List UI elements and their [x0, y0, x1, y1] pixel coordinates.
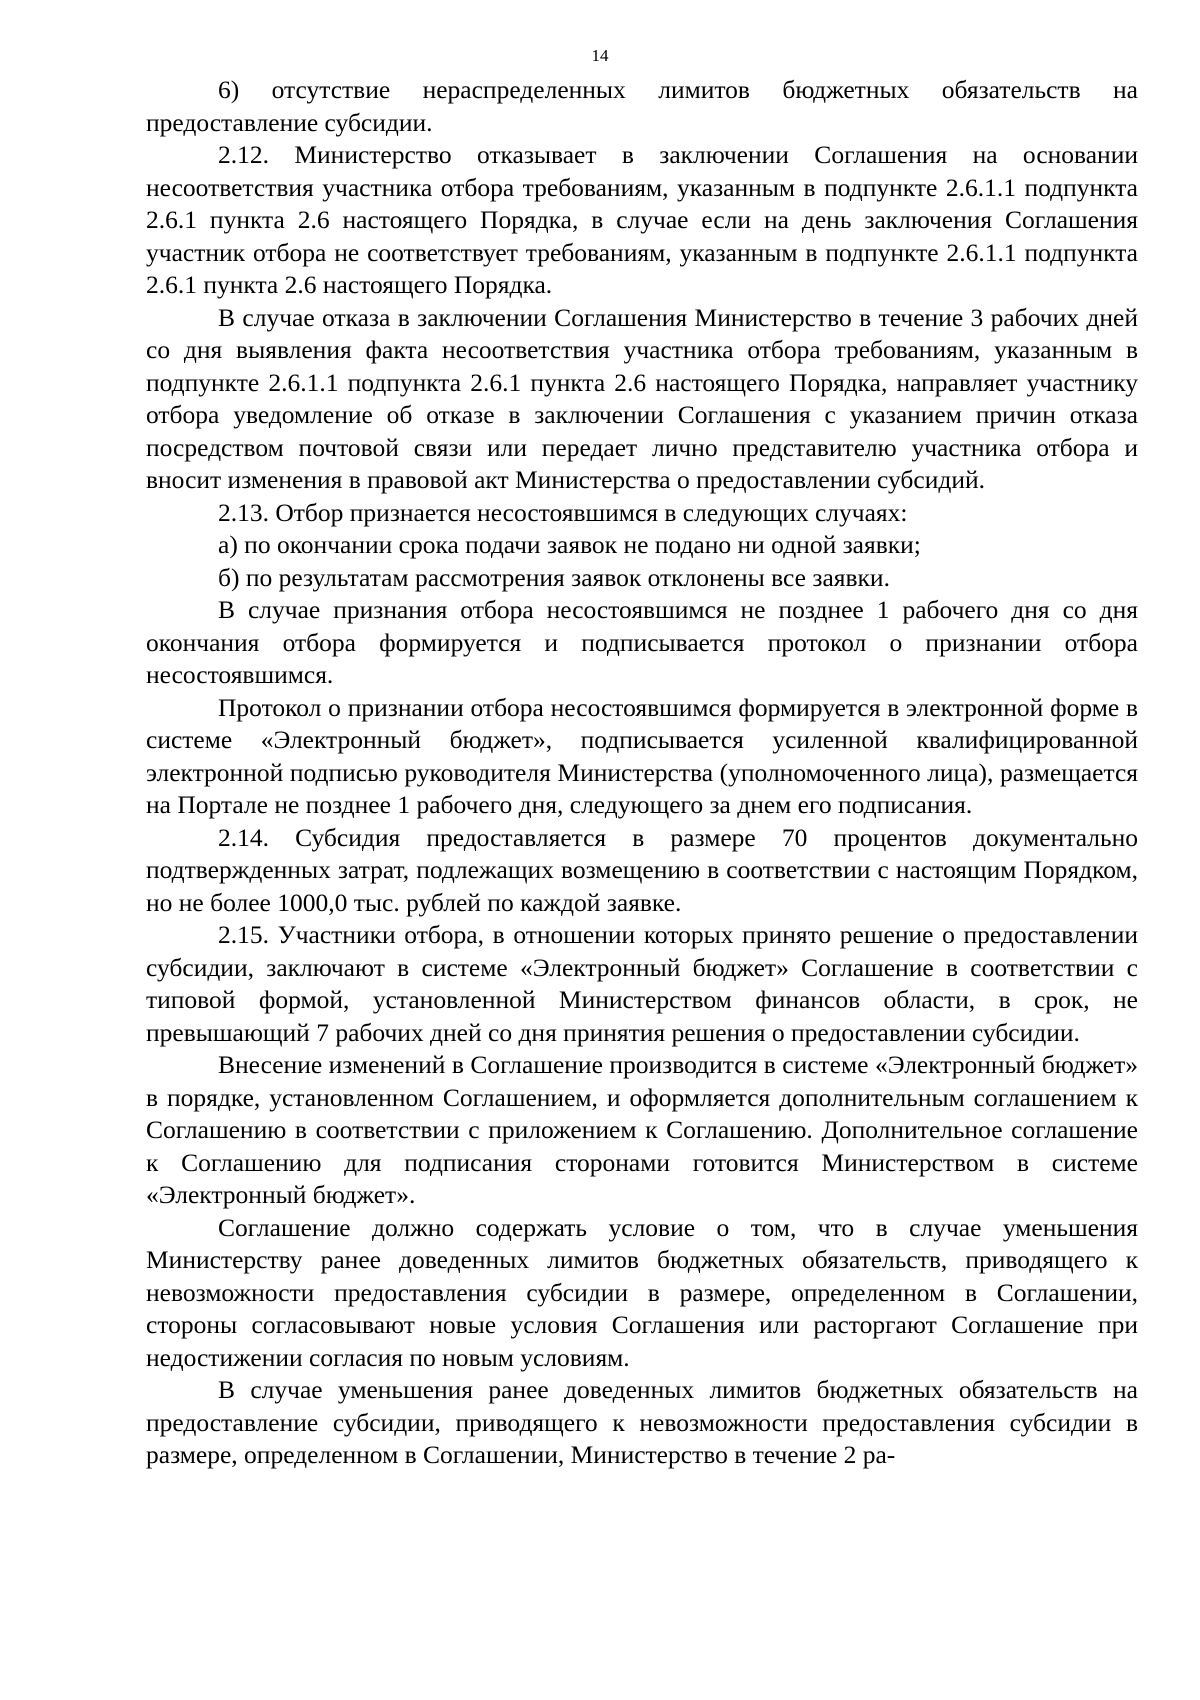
- paragraph-2-14-subsidy-amount: 2.14. Субсидия предоставляется в размере 70 процентов документально подтвержденных затрат, подлежащих возмещению в соответствии с настоящим Порядком, но не более 1000,0 тыс. рублей по каждой заявке.: [146, 822, 1138, 917]
- paragraph-6-no-limits: 6) отсутствие нераспределенных лимитов бюджетных обязательств на предоставление субсидии.: [146, 75, 1138, 137]
- list-item-a: а) по окончании срока подачи заявок не подано ни одной заявки;: [218, 530, 921, 559]
- paragraph-limits-reduction: В случае уменьшения ранее доведенных лимитов бюджетных обязательств на предоставление субсидии, приводящего к невозможности предоставления субсидии в размере, определенном в Соглашении, Министерство в течение 2 ра-: [146, 1375, 1138, 1469]
- page-number: 14: [591, 46, 609, 65]
- document-body: [146, 74, 1138, 1472]
- paragraph-2-13-failed-selection: 2.13. Отбор признается несостоявшимся в следующих случаях:: [218, 497, 908, 527]
- paragraph-agreement-conditions: Соглашение должно содержать условие о том, что в случае уменьшения Министерству ранее доведенных лимитов бюджетных обязательств, приводящего к невозможности предоставления субсидии в размере, определенном в Соглашении, стороны согласовывают новые условия Соглашения или расторгают Соглашение при недостижении согласия по новым условиям.: [146, 1212, 1138, 1372]
- paragraph-refusal-notice: В случае отказа в заключении Соглашения Министерство в течение 3 рабочих дней со дня выявления факта несоответствия участника отбора требованиям, указанным в подпункте 2.6.1.1 подпункта 2.6.1 пункта 2.6 настоящего Порядка, направляет участнику отбора уведомление об отказе в заключении Соглашения с указанием причин отказа посредством почтовой связи или передает лично представителю участника отбора и вносит изменения в правовой акт Министерства о предоставлении субсидий.: [146, 302, 1138, 494]
- paragraph-2-15-agreement: 2.15. Участники отбора, в отношении которых принято решение о предоставлении субсидии, заключают в системе «Электронный бюджет» Соглашение в соответствии с типовой формой, установленной Министерством финансов области, в срок, не превышающий 7 рабочих дней со дня принятия решения о предоставлении субсидии.: [146, 920, 1138, 1047]
- paragraph-2-12-refusal: 2.12. Министерство отказывает в заключении Соглашения на основании несоответствия участника отбора требованиям, указанным в подпункте 2.6.1.1 подпункта 2.6.1 пункта 2.6 настоящего Порядка, в случае если на день заключения Соглашения участник отбора не соответствует требованиям, указанным в подпункте 2.6.1.1 подпункта 2.6.1 пункта 2.6 настоящего Порядка.: [146, 140, 1138, 299]
- paragraph-failed-protocol: В случае признания отбора несостоявшимся не позднее 1 рабочего дня со дня окончания отбора формируется и подписывается протокол о признании отбора несостоявшимся.: [146, 595, 1138, 689]
- paragraph-agreement-changes: Внесение изменений в Соглашение производится в системе «Электронный бюджет» в порядке, установленном Соглашением, и оформляется дополнительным соглашением к Соглашению в соответствии с приложением к Соглашению. Дополнительное соглашение к Соглашению для подписания сторонами готовится Министерством в системе «Электронный бюджет».: [146, 1050, 1138, 1209]
- paragraph-protocol-electronic: Протокол о признании отбора несостоявшимся формируется в электронной форме в системе «Электронный бюджет», подписывается усиленной квалифицированной электронной подписью руководителя Министерства (уполномоченного лица), размещается на Портале не позднее 1 рабочего дня, следующего за днем его подписания.: [146, 692, 1138, 819]
- list-item-b: б) по результатам рассмотрения заявок отклонены все заявки.: [218, 562, 890, 592]
